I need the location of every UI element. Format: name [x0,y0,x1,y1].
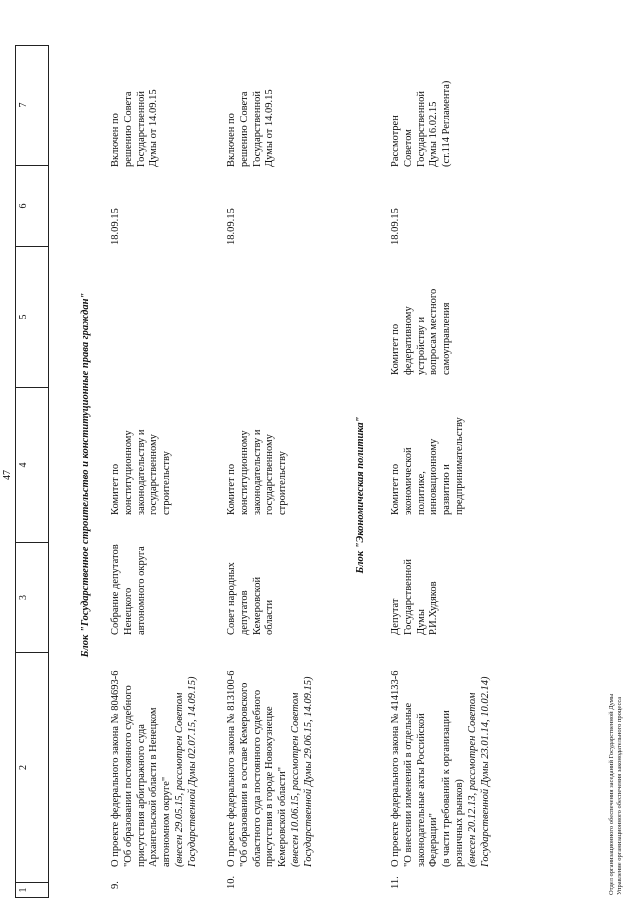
description-text: О проекте федерального закона № 813100-6 "Об образовании в составе Кемеровского областного суда постоянного судебного присутствия в городе Новокузнецке Кемеровской области" [226,670,289,867]
col-header-2: 2 [16,653,48,883]
block-title: Блок "Государственное строительство и конституционные права граждан" [80,292,91,658]
row-description [390,617,492,867]
row-decision: Рассмотрен Советом Государственной Думы 16.02.15 (ст.114 Регламента) [390,80,453,167]
footer-note: Отдел организационного обеспечения заседаний Государственной Думы Управление организационного обеспечения законодательного процесса [608,693,624,895]
description-text: О проекте федерального закона № 804693-6 "Об образовании постоянного судебного присутствия арбитражного суда Архангельской области в Ненецком автономном округе" [110,670,173,867]
row-description [110,617,200,867]
row-decision: Включен по решению Совета Государственной Думы от 14.09.15 [226,89,276,167]
col-header-1: 1 [18,887,29,893]
row-committee: Комитет по конституционному законодательству и государственному строительству [110,429,173,515]
row-date: 18.09.15 [390,208,401,245]
row-date: 18.09.15 [226,208,237,245]
row-author: Депутат Государственной Думы Р.И.Худяков [390,559,440,635]
row-number: 11. [390,876,401,889]
row-decision: Включен по решению Совета Государственной Думы от 14.09.15 [110,89,160,167]
row-date: 18.09.15 [110,208,121,245]
description-note: (внесен 10.06.15, рассмотрен Советом Государственной Думы 29.06.15, 14.09.15) [289,676,314,867]
row-number: 10. [226,875,237,889]
row-committee: Комитет по экономической политике, инновационному развитию и предпринимательству [390,417,465,515]
table-header [15,45,49,898]
col-header-4: 4 [16,388,48,543]
col-header-5: 5 [16,247,48,388]
row-committee: Комитет по конституционному законодательству и государственному строительству [226,429,289,515]
description-note: (внесен 20.12.13, рассмотрен Советом Государственной Думы 23.01.14, 10.02.14) [466,676,491,867]
row-description [226,617,316,867]
row-author: Собрание депутатов Ненецкого автономного округа [110,544,147,635]
col-header-7: 7 [16,45,48,166]
description-text: О проекте федерального закона № 414133-6 "О внесении изменений в отдельные законодательные акты Российской Федерации" (в части требований к организации розничных рынков) [390,670,465,867]
col-header-3: 3 [16,543,48,653]
row-number: 9. [110,881,121,889]
description-note: (внесен 29.05.15, рассмотрен Советом Государственной Думы 02.07.15, 14.09.15) [173,676,198,867]
row-author: Совет народных депутатов Кемеровской области [226,562,276,635]
col-header-6: 6 [16,166,48,247]
row-co-committee: Комитет по федеративному устройству и вопросам местного самоуправления [390,288,453,375]
block-title: Блок "Экономическая политика" [355,416,366,574]
page-number: 47 [2,470,13,480]
